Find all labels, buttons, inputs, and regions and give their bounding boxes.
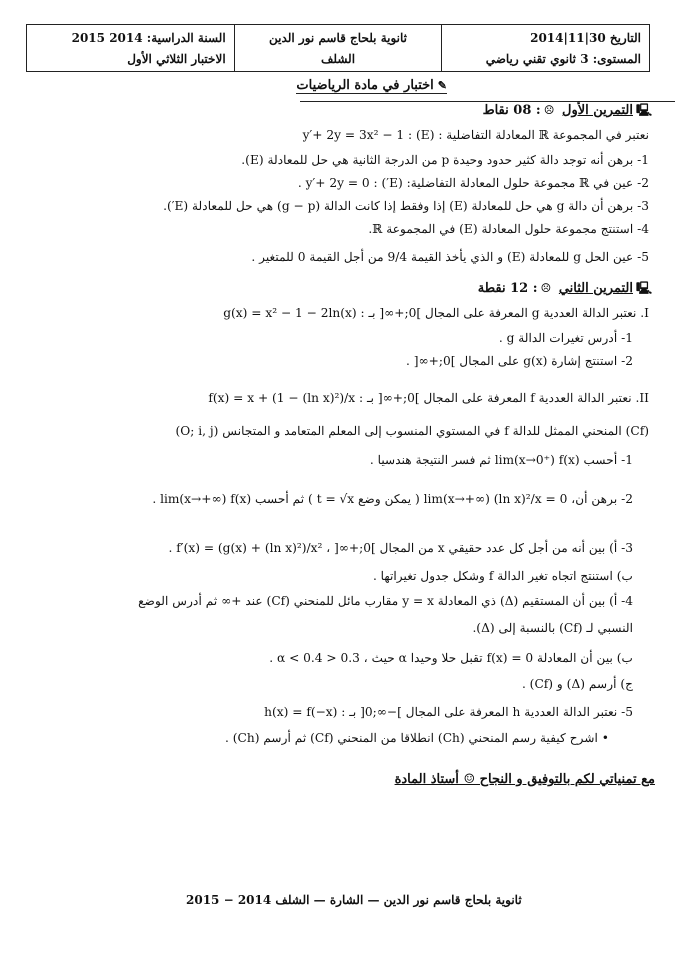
ex1-q3: 3- برهن أن دالة g هي حل للمعادلة (E) إذا وفقط إذا كانت الدالة (g − p) هي حل للمعادلة (E′). [163, 199, 649, 213]
ex2-part1-intro: I. نعتبر الدالة العددية g المعرفة على المجال ]0;+∞[ بـ : g(x) = x² − 1 − 2ln(x) [223, 306, 649, 320]
ex1-q5: 5- عين الحل g للمعادلة (E) و الذي يأخذ القيمة 9/4 من أجل القيمة 0 للمتغير . [251, 250, 649, 264]
header-school-cell [234, 25, 442, 71]
pen-icon: ✎ [437, 79, 447, 92]
exam-level: المستوى: 3 ثانوي تقني رياضي [485, 51, 641, 66]
subject-text: اختبار في مادة الرياضيات [296, 78, 434, 93]
ex2-part2-q3b: ب) استنتج اتجاه تغير الدالة f وشكل جدول تغيراتها . [372, 569, 633, 583]
exercise1-points: : 08 نقاط [482, 103, 541, 118]
sad-face-icon: ☹ [540, 281, 552, 295]
ex1-q4: 4- استنتج مجموعة حلول المعادلة (E) في المجموعة ℝ. [368, 222, 649, 236]
computer-icon: 🖳 [635, 103, 652, 117]
ex2-part2-intro: II. نعتبر الدالة العددية f المعرفة على المجال ]0;+∞[ بـ : f(x) = x + (1 − (ln x)²)/x [208, 391, 649, 405]
ex2-part2-q1: 1- أحسب lim(x→0⁺) f(x) ثم فسر النتيجة هندسيا . [369, 453, 633, 467]
school-city: الشلف [320, 51, 356, 66]
ex2-part2-q4c: ج) أرسم (Δ) و (Cf) . [521, 677, 633, 691]
exercise1-title-text: التمرين الأول [562, 103, 633, 118]
school-year: السنة الدراسية: 2014 2015 [71, 30, 226, 45]
computer-icon: 🖳 [635, 281, 652, 295]
exam-date: التاريخ 30|11|2014 [530, 30, 641, 45]
header-year-cell [27, 25, 234, 71]
ex2-part1-q1: 1- أدرس تغيرات الدالة g . [498, 331, 633, 345]
exercise2-points: : 12 نقطة [477, 281, 538, 296]
subject-title [296, 78, 447, 94]
exercise1-title [483, 101, 655, 122]
exam-header [26, 24, 650, 72]
ex2-part2-q4a: 4- أ) بين أن المستقيم (Δ) ذي المعادلة y = x مقارب مائل للمنحني (Cf) عند +∞ ثم أدرس الوضع [138, 594, 633, 608]
closing-note: مع تمنياتي لكم بالتوفيق و النجاح ☺ أستاذ المادة [394, 772, 655, 787]
ex2-part2-q3a: 3- أ) بين أنه من أجل كل عدد حقيقي x من المجال ]0;+∞[ ، f′(x) = (g(x) + (ln x)²)/x² . [168, 541, 633, 555]
exam-type: الاختبار الثلاثي الأول [127, 51, 226, 66]
school-name: ثانوية بلحاج قاسم نور الدين [268, 30, 407, 45]
ex2-part2-q5-bullet: • اشرح كيفية رسم المنحني (Ch) انطلاقا من المنحني (Cf) ثم أرسم (Ch) . [224, 731, 609, 745]
header-date-cell [441, 25, 649, 71]
page-footer: ثانوية بلحاج قاسم نور الدين — الشارة — الشلف 2014 − 2015 [186, 893, 522, 907]
ex2-part2-q4a-cont: النسبي لـ (Cf) بالنسبة إلى (Δ). [472, 621, 633, 635]
exercise2-title-text: التمرين الثاني [558, 281, 633, 296]
ex2-part2-curve: (Cf) المنحني الممثل للدالة f في المستوي المنسوب إلى المعلم المتعامد و المتجانس (O; i, j) [175, 424, 649, 438]
exercise2-title [478, 279, 655, 300]
sad-face-icon: ☹ [543, 103, 555, 117]
ex1-q1: 1- برهن أنه توجد دالة كثير حدود وحيدة p من الدرجة الثانية هي حل للمعادلة (E). [241, 153, 649, 167]
ex2-part2-q2: 2- برهن أن، lim(x→+∞) (ln x)²/x = 0 ( يمكن وضع t = √x ) ثم أحسب lim(x→+∞) f(x) . [152, 492, 633, 506]
ex1-intro: نعتبر في المجموعة ℝ المعادلة التفاضلية : (E) : y′+ 2y = 3x² − 1 [302, 128, 649, 142]
ex1-q2: 2- عين في ℝ مجموعة حلول المعادلة التفاضلية: (E′) : y′+ 2y = 0 . [297, 176, 649, 190]
ex2-part2-q4b: ب) بين أن المعادلة f(x) = 0 تقبل حلا وحيدا α حيث ، 0.3 < α < 0.4 . [269, 651, 633, 665]
ex2-part1-q2: 2- استنتج إشارة g(x) على المجال ]0;+∞[ . [406, 354, 633, 368]
ex2-part2-q5: 5- نعتبر الدالة العددية h المعرفة على المجال ]−∞;0[ بـ : h(x) = f(−x) [264, 705, 633, 719]
